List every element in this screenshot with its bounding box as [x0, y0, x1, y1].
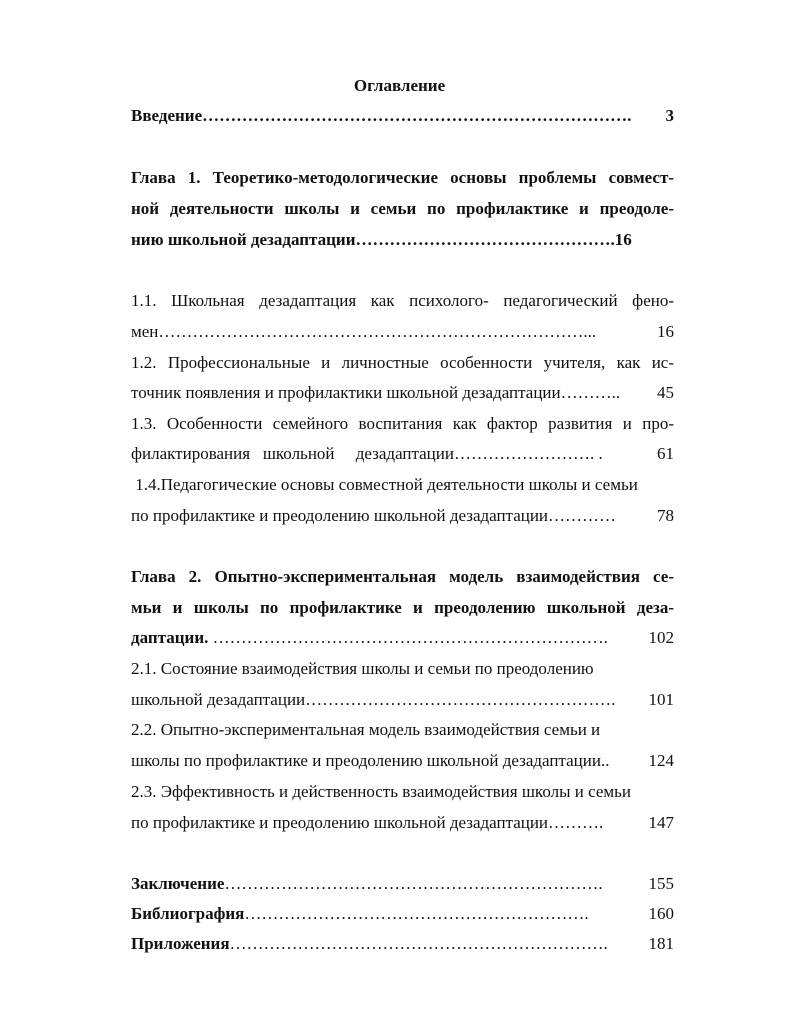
toc-page-number: 78 [657, 506, 674, 525]
toc-entry-label: по профилактике и преодолению школьной дезадаптации [131, 506, 549, 525]
toc-entry-bibliography [131, 904, 674, 924]
section2-2-line1: 2.2. Опытно-экспериментальная модель взаимодействия семьи и [131, 720, 601, 739]
toc-entry-chapter2 [131, 628, 674, 648]
toc-entry-intro [131, 106, 674, 126]
toc-entry-label: Введение [131, 106, 203, 125]
toc-entry-label: мен [131, 322, 159, 341]
toc-entry-label: Приложения [131, 934, 230, 953]
toc-entry-label: школьной дезадаптации [131, 690, 306, 709]
toc-entry-label: Библиография [131, 904, 245, 923]
toc-leader-dots: …………………………………………………………. [229, 934, 608, 953]
toc-entry-label: Заключение [131, 874, 225, 893]
section1-4-line1: 1.4.Педагогические основы совместной деятельности школы и семьи [131, 475, 638, 494]
toc-entry-conclusion [131, 874, 674, 894]
toc-leader-dots: ………………………………………………. [305, 690, 616, 709]
section2-1-line1: 2.1. Состояние взаимодействия школы и семьи по преодолению [131, 659, 594, 678]
toc-entry-label: школы по профилактике и преодолению школьной дезадаптации.. [131, 751, 610, 770]
toc-page-number: 16 [614, 230, 632, 249]
section1-3-line1: 1.3. Особенности семейного воспитания как фактор развития и про- [131, 414, 674, 433]
toc-entry-section1-1 [131, 322, 674, 342]
toc-page-number: 160 [648, 904, 674, 923]
toc-leader-dots: …………………………………………………………………... [158, 322, 597, 341]
toc-leader-dots: ……………………………………………………. [244, 904, 589, 923]
toc-entry-chapter1 [131, 230, 674, 250]
toc-entry-section1-2 [131, 383, 674, 403]
toc-page-number: 16 [657, 322, 674, 341]
toc-entry-section2-2 [131, 751, 674, 771]
toc-title: Оглавление [353, 76, 446, 95]
toc-leader-dots: ……………………. . [453, 444, 603, 463]
toc-leader-dots: ………… [548, 506, 617, 525]
toc-page-number: 101 [648, 690, 674, 709]
toc-page-number: 45 [657, 383, 674, 402]
chapter2-line2: мьи и школы по профилактике и преодолению школьной деза- [131, 598, 674, 617]
toc-entry-section1-4 [131, 506, 674, 526]
chapter1-line1: Глава 1. Теоретико-методологические основы проблемы совмест- [131, 168, 674, 187]
toc-entry-appendices [131, 934, 674, 954]
section2-3-line1: 2.3. Эффективность и действенность взаимодействия школы и семьи [131, 782, 632, 801]
toc-entry-section1-3 [131, 444, 674, 464]
section1-2-line1: 1.2. Профессиональные и личностные особенности учителя, как ис- [131, 353, 674, 372]
toc-page-number: 147 [648, 813, 674, 832]
toc-entry-section2-3 [131, 813, 674, 833]
toc-page-number: 124 [648, 751, 674, 770]
toc-leader-dots: ……………………………………………………………. [212, 628, 608, 647]
toc-page-number: 3 [665, 106, 674, 125]
toc-page-number: 155 [648, 874, 674, 893]
toc-entry-section2-1 [131, 690, 674, 710]
toc-leader-dots: ………. [548, 813, 604, 832]
toc-entry-label: по профилактике и преодолению школьной дезадаптации [131, 813, 549, 832]
chapter1-line2: ной деятельности школы и семьи по профилактике и преодоле- [131, 199, 674, 218]
toc-page-number: 61 [657, 444, 674, 463]
toc-page-number: 181 [648, 934, 674, 953]
toc-entry-label: точник появления и профилактики школьной дезадаптации [131, 383, 561, 402]
toc-leader-dots: ……….. [560, 383, 621, 402]
toc-page-number: 102 [648, 628, 674, 647]
toc-entry-label: филактирования школьной дезадаптации [131, 444, 454, 463]
toc-leader-dots: …………………………………………………………………. [202, 106, 632, 125]
section1-1-line1: 1.1. Школьная дезадаптация как психолого- педагогический фено- [131, 291, 674, 310]
chapter2-line1: Глава 2. Опытно-экспериментальная модель взаимодействия се- [131, 567, 674, 586]
toc-entry-label: даптации. [131, 628, 213, 647]
toc-leader-dots: …………………………………………………………. [224, 874, 603, 893]
toc-leader-dots: ………………………………………. [355, 230, 615, 249]
toc-entry-label: нию школьной дезадаптации [131, 230, 356, 249]
